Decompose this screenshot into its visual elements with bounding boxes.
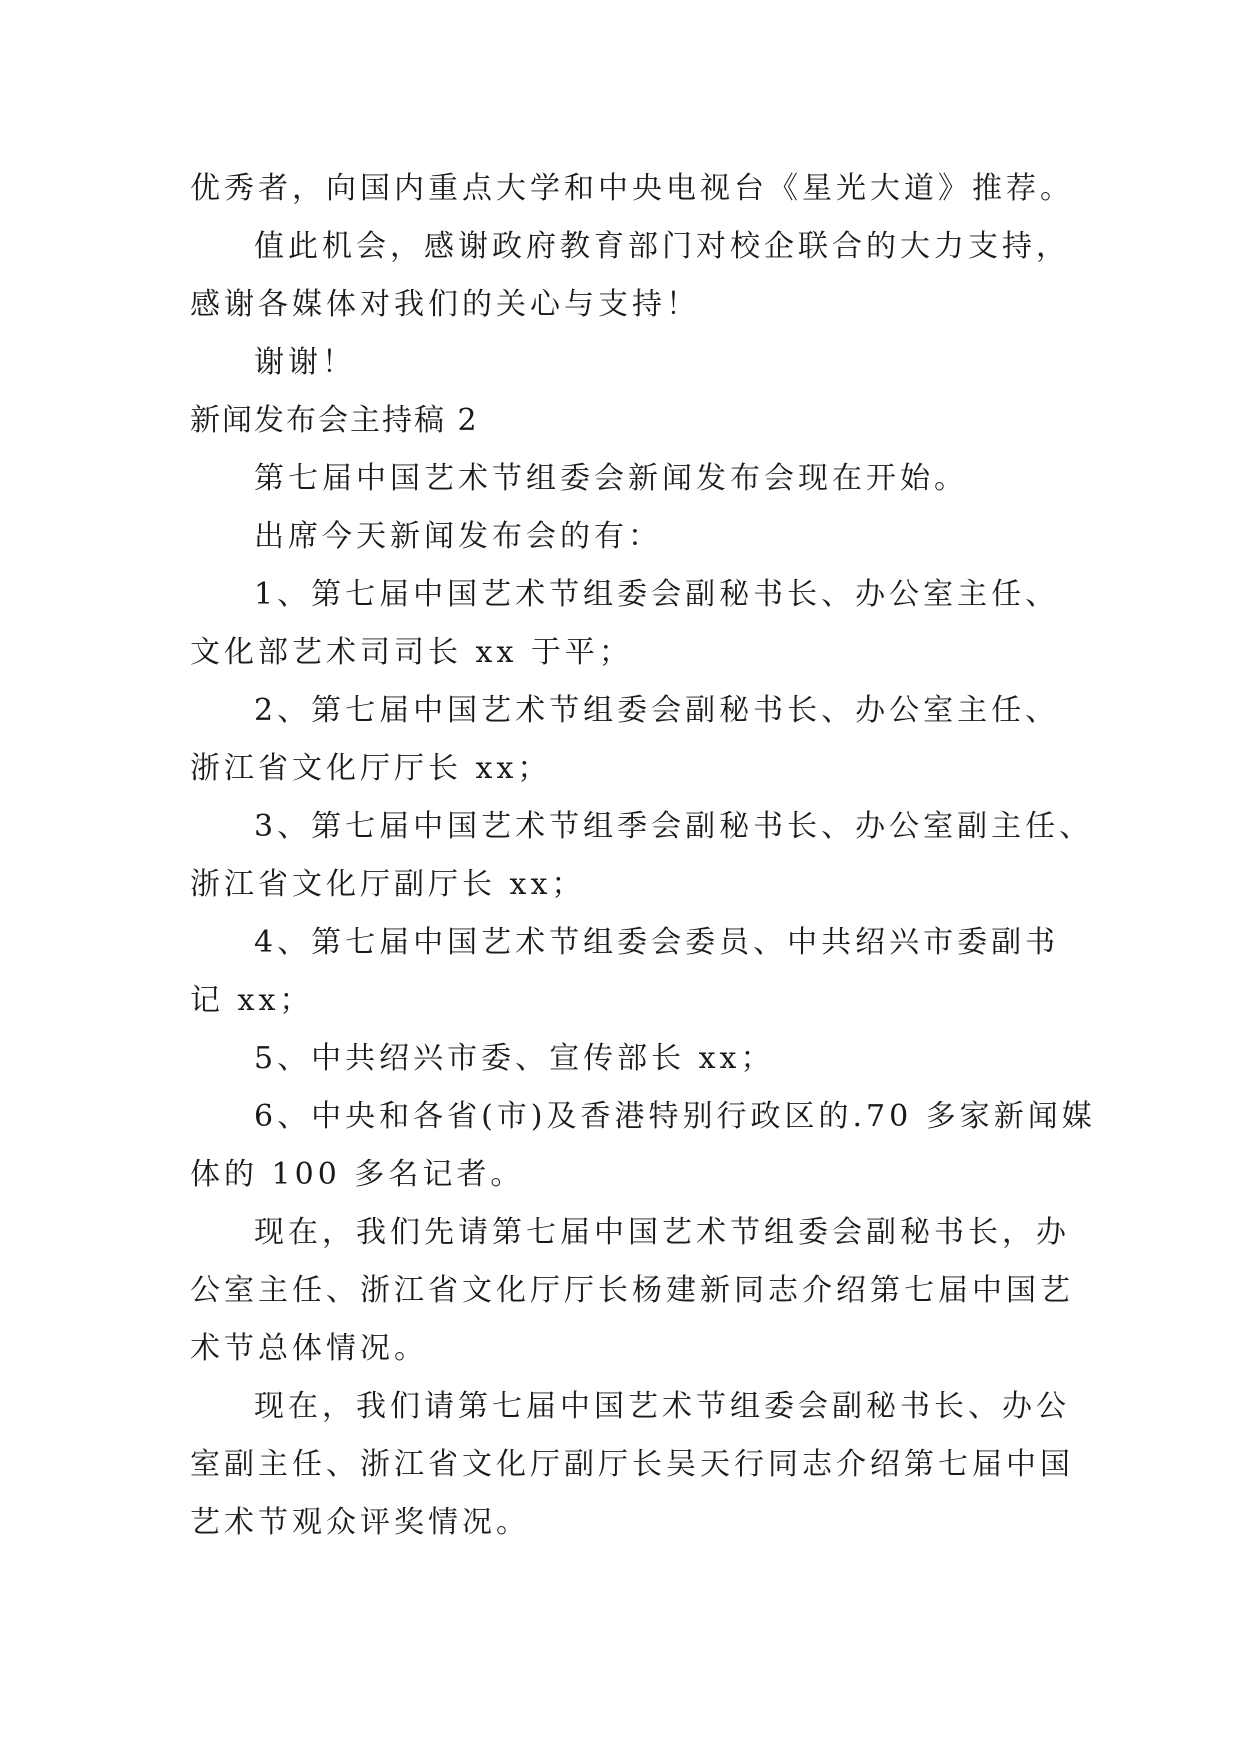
- text-line: 5、中共绍兴市委、宣传部长 xx；: [254, 1041, 775, 1076]
- text-line: 感谢各媒体对我们的关心与支持！: [190, 287, 700, 322]
- text-line: 浙江省文化厅厅长 xx；: [190, 751, 552, 786]
- text-line: 第七届中国艺术节组委会新闻发布会现在开始。: [254, 461, 968, 496]
- text-line: 3、第七届中国艺术节组季会副秘书长、办公室副主任、: [254, 809, 1094, 844]
- document-body: [190, 160, 1096, 1552]
- text-line: 2、第七届中国艺术节组委会副秘书长、办公室主任、: [254, 693, 1060, 728]
- text-line: 浙江省文化厅副厅长 xx；: [190, 867, 586, 902]
- text-line: 文化部艺术司司长 xx 于平；: [190, 635, 633, 670]
- text-line: 1、第七届中国艺术节组委会副秘书长、办公室主任、: [254, 577, 1060, 612]
- text-line: 现在，我们请第七届中国艺术节组委会副秘书长、办公: [254, 1389, 1070, 1424]
- text-line: 室副主任、浙江省文化厅副厅长吴天行同志介绍第七届中国: [190, 1447, 1074, 1482]
- text-line: 6、中央和各省(市)及香港特别行政区的.70 多家新闻媒: [254, 1099, 1096, 1134]
- text-line: 值此机会，感谢政府教育部门对校企联合的大力支持，: [254, 229, 1070, 264]
- section-heading: 新闻发布会主持稿 2: [190, 403, 479, 438]
- text-line: 优秀者，向国内重点大学和中央电视台《星光大道》推荐。: [190, 171, 1074, 206]
- text-line: 艺术节观众评奖情况。: [190, 1505, 530, 1540]
- text-line: 谢谢！: [254, 345, 356, 380]
- text-line: 4、第七届中国艺术节组委会委员、中共绍兴市委副书: [254, 925, 1060, 960]
- text-line: 现在，我们先请第七届中国艺术节组委会副秘书长，办: [254, 1215, 1070, 1250]
- text-line: 术节总体情况。: [190, 1331, 428, 1366]
- text-line: 体的 100 多名记者。: [190, 1157, 525, 1192]
- text-line: 公室主任、浙江省文化厅厅长杨建新同志介绍第七届中国艺: [190, 1273, 1074, 1308]
- text-line: 出席今天新闻发布会的有：: [254, 519, 662, 554]
- text-line: 记 xx；: [190, 983, 314, 1018]
